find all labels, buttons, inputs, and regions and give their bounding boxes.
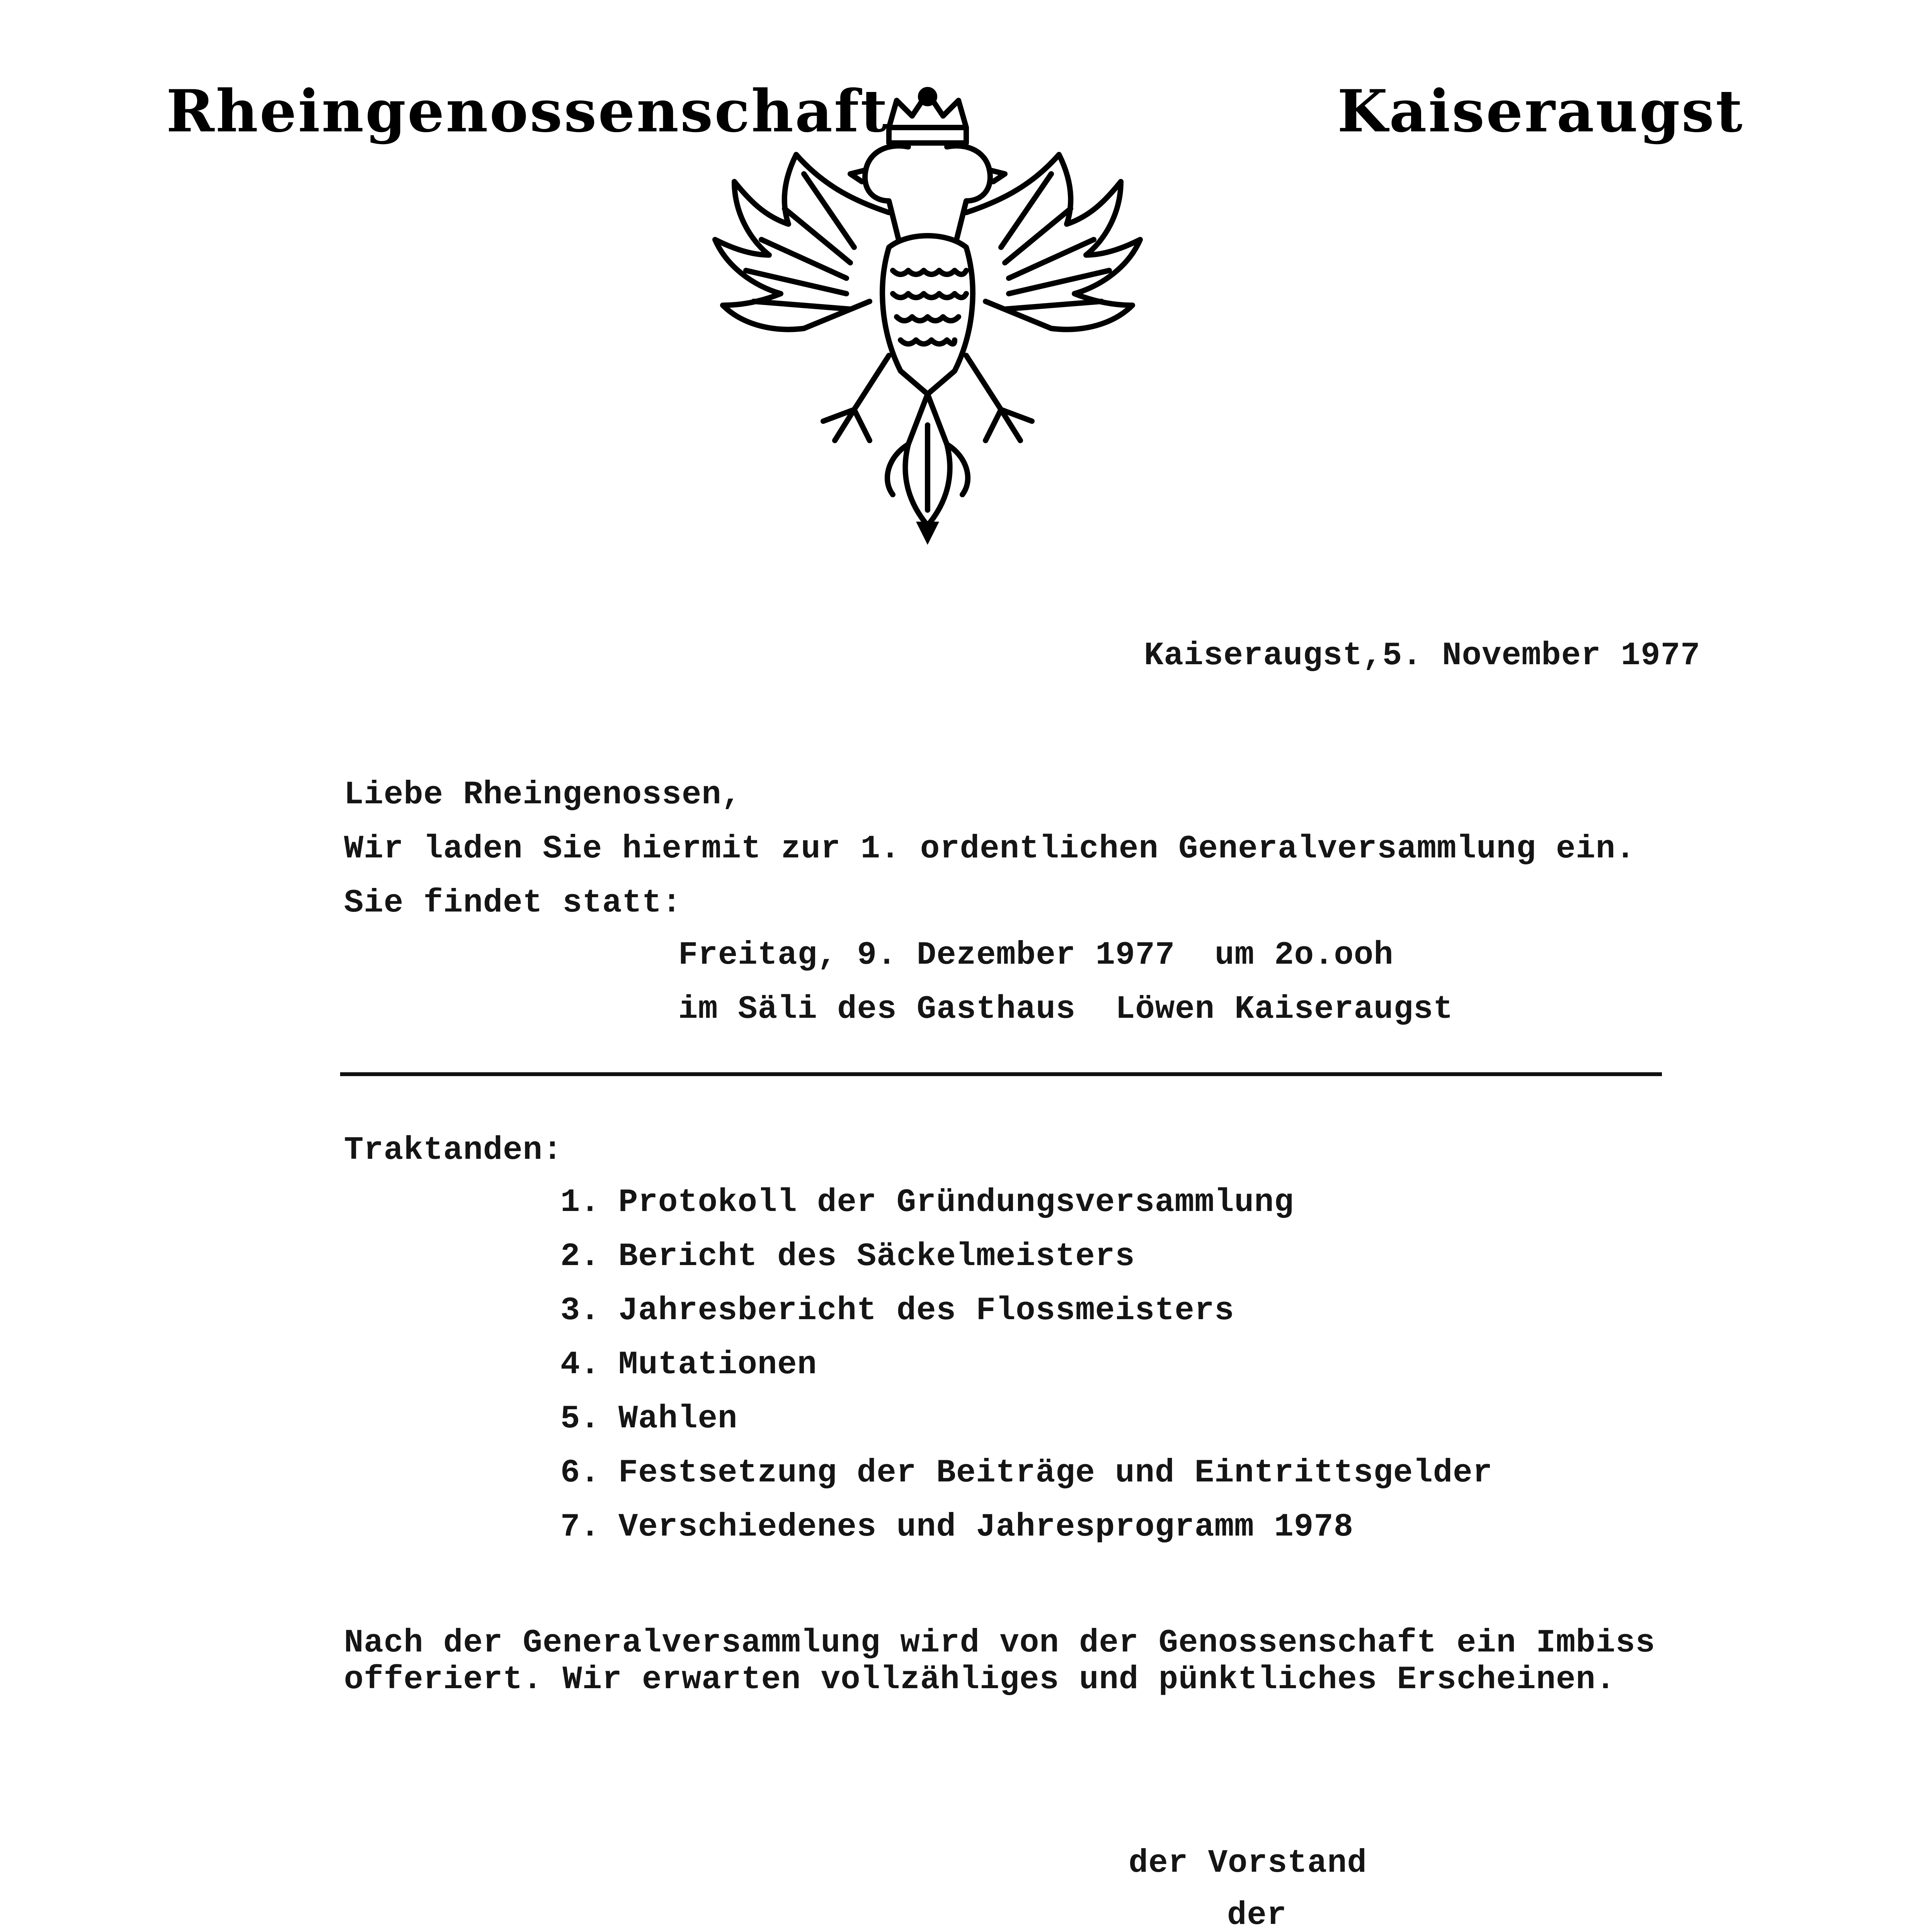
location-intro: Sie findet statt:	[344, 885, 682, 922]
double-headed-eagle-emblem	[707, 85, 1148, 556]
place-date: Kaiseraugst,5. November 1977	[1144, 638, 1701, 674]
letterhead-right: Kaiseraugst	[1337, 77, 1744, 145]
agenda-item-text: Bericht des Säckelmeisters	[618, 1238, 1135, 1275]
agenda-item-text: Wahlen	[618, 1401, 738, 1437]
agenda-item-text: Protokoll der Gründungsversammlung	[618, 1184, 1294, 1221]
agenda-item	[560, 1238, 1135, 1275]
agenda-item-text: Festsetzung der Beiträge und Eintrittsgelder	[618, 1455, 1493, 1492]
agenda-item-number: 5.	[560, 1401, 600, 1437]
invitation-line: Wir laden Sie hiermit zur 1. ordentlichen Generalversammlung ein.	[344, 831, 1636, 867]
closing-line-1: Nach der Generalversammlung wird von der Genossenschaft ein Imbiss	[344, 1625, 1655, 1662]
agenda-item-number: 7.	[560, 1509, 600, 1546]
agenda-item-number: 3.	[560, 1293, 600, 1329]
agenda-heading: Traktanden:	[344, 1132, 563, 1169]
agenda-item-text: Mutationen	[618, 1347, 817, 1383]
meeting-venue: im Säli des Gasthaus Löwen Kaiseraugst	[678, 991, 1453, 1028]
divider-line	[340, 1072, 1662, 1076]
meeting-date-time: Freitag, 9. Dezember 1977 um 2o.ooh	[678, 937, 1394, 974]
signature-line-2: der	[1227, 1897, 1287, 1932]
agenda-item-text: Jahresbericht des Flossmeisters	[618, 1293, 1234, 1329]
agenda-item-number: 1.	[560, 1184, 600, 1221]
agenda-item	[560, 1293, 1234, 1329]
agenda-item-number: 6.	[560, 1455, 600, 1492]
agenda-item	[560, 1455, 1493, 1492]
agenda-item	[560, 1184, 1294, 1221]
agenda-item	[560, 1347, 817, 1383]
signature-line-1: der Vorstand	[1129, 1845, 1367, 1882]
agenda-item-text: Verschiedenes und Jahresprogramm 1978	[618, 1509, 1354, 1546]
agenda-item-number: 4.	[560, 1347, 600, 1383]
salutation: Liebe Rheingenossen,	[344, 777, 742, 813]
letterhead-left: Rheingenossenschaft	[166, 77, 889, 145]
agenda-item	[560, 1509, 1353, 1546]
agenda-item-number: 2.	[560, 1238, 600, 1275]
closing-line-2: offeriert. Wir erwarten vollzähliges und pünktliches Erscheinen.	[344, 1662, 1616, 1698]
agenda-item	[560, 1401, 737, 1437]
